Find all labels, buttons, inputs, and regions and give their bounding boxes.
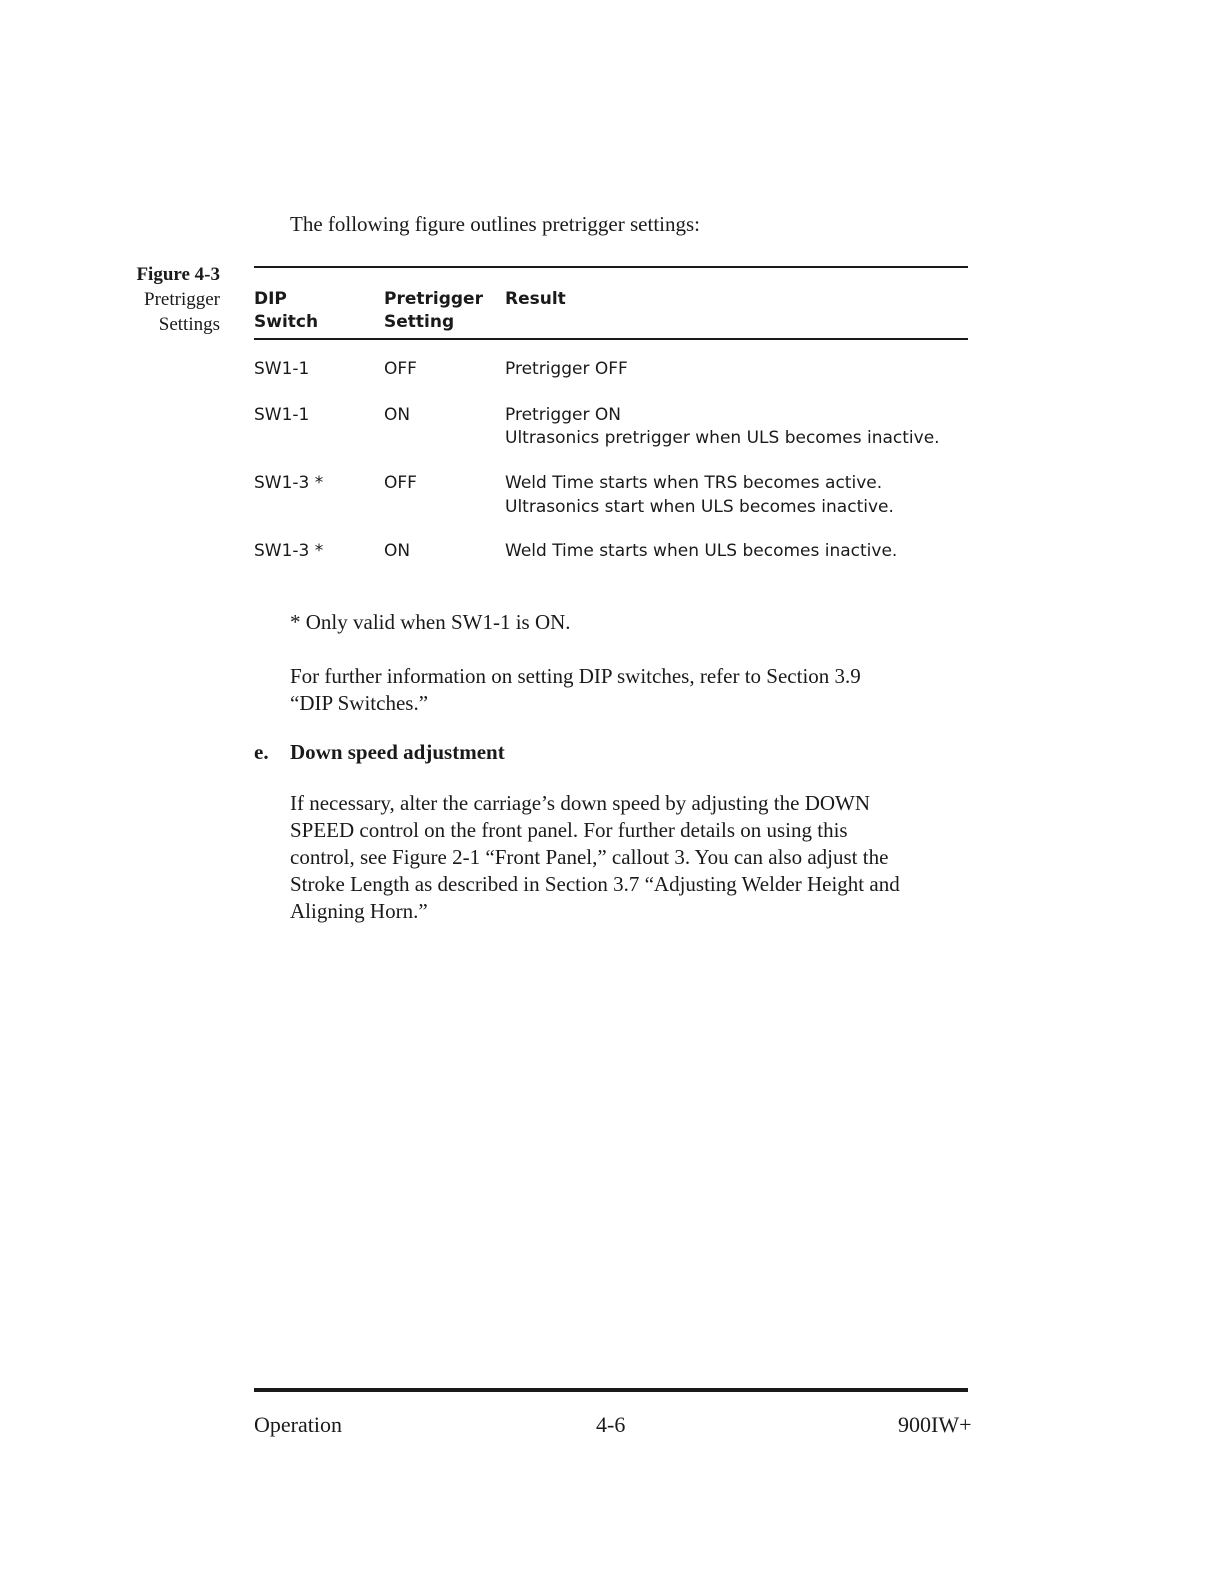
figure-caption <box>100 262 220 337</box>
footnote: * Only valid when SW1-1 is ON. <box>290 610 571 634</box>
figure-title-line1: Pretrigger <box>144 289 220 310</box>
section-letter: e. <box>254 740 269 764</box>
row3-result-line1: Weld Time starts when TRS becomes active. <box>505 473 883 493</box>
footer-rule <box>254 1388 968 1392</box>
row2-switch: SW1-1 <box>254 405 310 425</box>
footer-model: 900IW+ <box>898 1412 972 1437</box>
row3-setting: OFF <box>384 473 417 493</box>
row1-setting: OFF <box>384 359 417 379</box>
header-pretrigger-setting <box>384 288 494 334</box>
row3-switch: SW1-3 * <box>254 473 324 493</box>
row4-setting: ON <box>384 541 411 561</box>
section-title: Down speed adjustment <box>290 740 505 764</box>
row1-result-line1: Pretrigger OFF <box>505 359 628 379</box>
section-body-line3: control, see Figure 2-1 “Front Panel,” callout 3. You can also adjust the <box>290 845 889 869</box>
section-body <box>290 790 970 925</box>
header-dip-switch <box>254 288 374 334</box>
figure-number: Figure 4-3 <box>136 264 220 285</box>
header-dip-switch-line1: DIP <box>254 289 287 309</box>
row2-result-line1: Pretrigger ON <box>505 405 621 425</box>
header-pretrigger-setting-line1: Pretrigger <box>384 289 483 309</box>
figure-title-line2: Settings <box>158 314 220 335</box>
section-body-line1: If necessary, alter the carriage’s down speed by adjusting the DOWN <box>290 791 871 815</box>
intro-text: The following figure outlines pretrigger settings: <box>290 212 700 236</box>
row2-result-line2: Ultrasonics pretrigger when ULS becomes inactive. <box>505 428 940 448</box>
row3-result-line2: Ultrasonics start when ULS becomes inactive. <box>505 497 894 517</box>
table-top-rule <box>254 266 968 268</box>
section-body-line5: Aligning Horn.” <box>290 899 428 923</box>
footer-chapter: Operation <box>254 1412 342 1437</box>
row1-switch: SW1-1 <box>254 359 310 379</box>
further-info-line1: For further information on setting DIP switches, refer to Section 3.9 <box>290 664 861 688</box>
section-body-line2: SPEED control on the front panel. For further details on using this <box>290 818 848 842</box>
row4-result-line1: Weld Time starts when ULS becomes inactive. <box>505 541 898 561</box>
header-result: Result <box>505 289 566 309</box>
section-body-line4: Stroke Length as described in Section 3.7 “Adjusting Welder Height and <box>290 872 900 896</box>
further-info-line2: “DIP Switches.” <box>290 691 429 715</box>
row2-setting: ON <box>384 405 411 425</box>
footer-page-number: 4-6 <box>596 1412 626 1437</box>
row4-switch: SW1-3 * <box>254 541 324 561</box>
further-info <box>290 663 970 717</box>
header-dip-switch-line2: Switch <box>254 312 319 332</box>
header-pretrigger-setting-line2: Setting <box>384 312 455 332</box>
table-header-rule <box>254 338 968 340</box>
